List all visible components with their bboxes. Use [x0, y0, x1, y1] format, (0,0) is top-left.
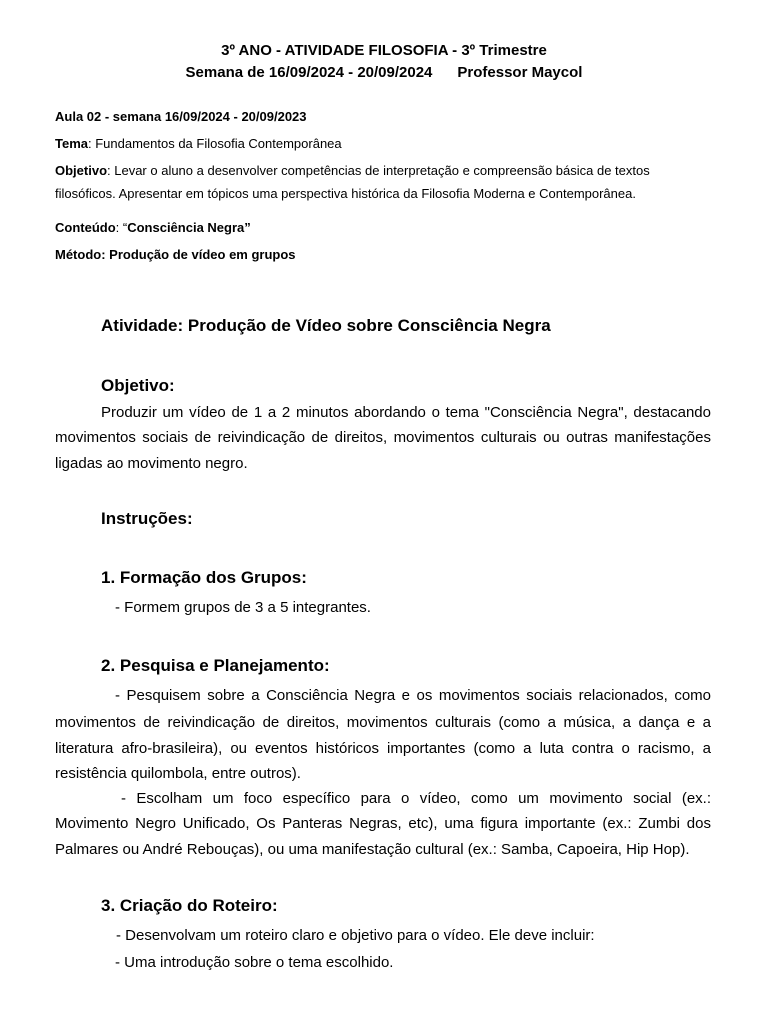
aula-line: Aula 02 - semana 16/09/2024 - 20/09/2023 — [55, 109, 307, 124]
header-week-professor: Semana de 16/09/2024 - 20/09/2024 Professor Maycol — [185, 64, 583, 81]
section-2-line: literatura afro-brasileira), ou eventos históricos importantes (como a luta contra o racismo, a — [55, 740, 711, 757]
tema-line: Tema: Fundamentos da Filosofia Contemporânea — [55, 136, 342, 151]
section-2-line: resistência quilombola, entre outros). — [55, 765, 301, 782]
objetivo-line-1: Objetivo: Levar o aluno a desenvolver competências de interpretação e compreensão básica de textos — [55, 163, 650, 178]
section-3-heading: 3. Criação do Roteiro: — [101, 896, 278, 915]
objetivo-paragraph-line: ligadas ao movimento negro. — [55, 455, 248, 472]
conteudo-line: Conteúdo: “Consciência Negra” — [55, 220, 251, 235]
metodo-line: Método: Produção de vídeo em grupos — [55, 247, 296, 262]
instrucoes-heading: Instruções: — [101, 509, 193, 528]
section-3-line: - Uma introdução sobre o tema escolhido. — [115, 954, 394, 971]
objetivo-line-2: filosóficos. Apresentar em tópicos uma perspectiva histórica da Filosofia Moderna e Contemporânea. — [55, 186, 636, 201]
objetivo-heading: Objetivo: — [101, 376, 175, 395]
section-2-line: Palmares ou André Rebouças), ou uma manifestação cultural (ex.: Samba, Capoeira, Hip Hop). — [55, 841, 690, 858]
objetivo-paragraph-line: movimentos sociais de reivindicação de direitos, movimentos culturais ou outras manifestações — [55, 429, 711, 446]
section-3-line: - Desenvolvam um roteiro claro e objetivo para o vídeo. Ele deve incluir: — [116, 927, 595, 944]
objetivo-paragraph-line: Produzir um vídeo de 1 a 2 minutos abordando o tema "Consciência Negra", destacando — [101, 404, 711, 421]
section-2-line: Movimento Negro Unificado, Os Panteras Negras, etc), uma figura importante (ex.: Zumbi dos — [55, 815, 711, 832]
section-2-line: - Pesquisem sobre a Consciência Negra e os movimentos sociais relacionados, como — [115, 687, 711, 704]
header-title: 3º ANO - ATIVIDADE FILOSOFIA - 3º Trimestre — [221, 42, 547, 59]
section-1-heading: 1. Formação dos Grupos: — [101, 568, 307, 587]
section-2-line: movimentos de reivindicação de direitos, movimentos culturais (como a música, a dança e a — [55, 714, 711, 731]
section-1-text: - Formem grupos de 3 a 5 integrantes. — [115, 599, 371, 616]
section-2-line: - Escolham um foco específico para o vídeo, como um movimento social (ex.: — [121, 790, 711, 807]
section-2-heading: 2. Pesquisa e Planejamento: — [101, 656, 330, 675]
activity-title: Atividade: Produção de Vídeo sobre Consciência Negra — [101, 316, 551, 335]
